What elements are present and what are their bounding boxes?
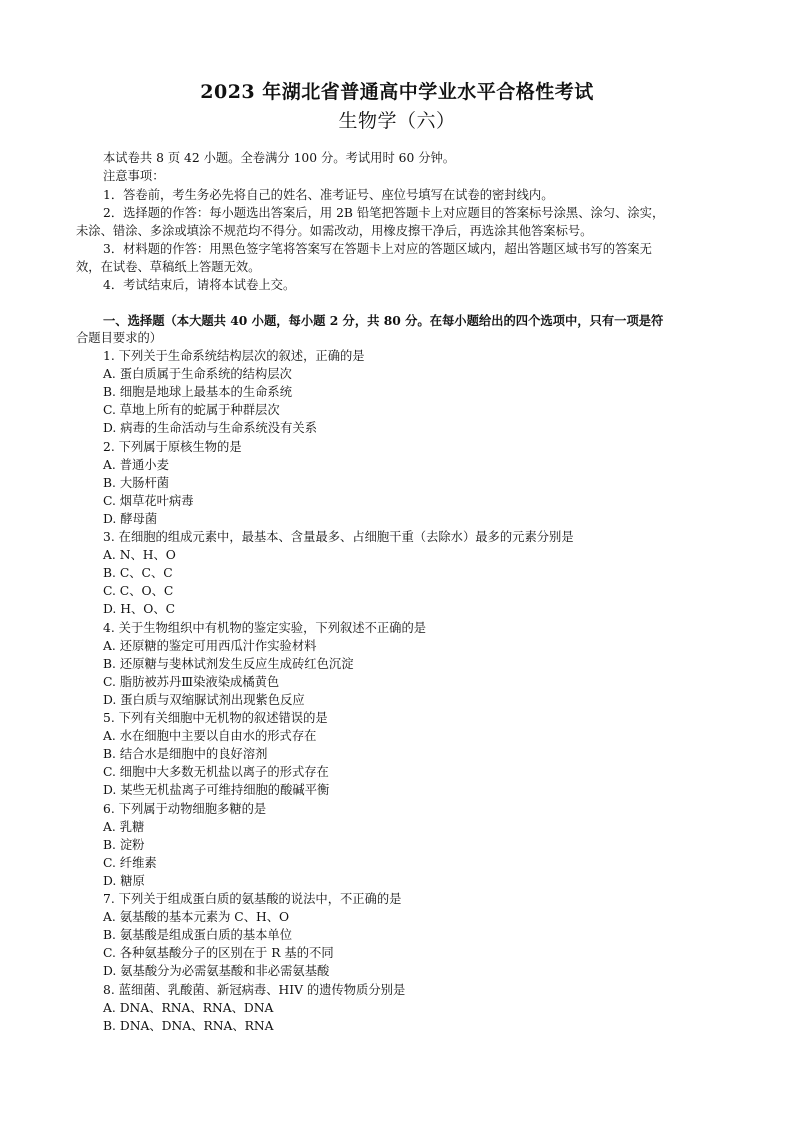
section-heading: 一、选择题（本大题共 40 小题，每小题 2 分，共 80 分。在每小题给出的四个选项中，只有一项是符 [103,313,664,328]
note-2a: 2．选择题的作答：每小题选出答案后，用 2B 铅笔把答题卡上对应题目的答案标号涂黑、涂匀、涂实， [103,206,665,220]
answer-option: C. 脂肪被苏丹Ⅲ染液染成橘黄色 [103,674,280,689]
question-stem: 7. 下列关于组成蛋白质的氨基酸的说法中，不正确的是 [103,892,402,906]
answer-option: D. 蛋白质与双缩脲试剂出现紫色反应 [103,692,305,707]
answer-option: D. 酵母菌 [103,511,158,526]
answer-option: A. 乳糖 [103,819,145,834]
answer-option: C. 烟草花叶病毒 [103,493,194,508]
answer-option: B. 大肠杆菌 [103,475,170,490]
answer-option: B. C、C、C [103,566,173,581]
answer-option: B. 还原糖与斐林试剂发生反应生成砖红色沉淀 [103,656,354,671]
note-3a: 3．材料题的作答：用黑色签字笔将答案写在答题卡上对应的答题区域内，超出答题区域书写的答案无 [103,242,652,256]
answer-option: A. 水在细胞中主要以自由水的形式存在 [103,729,317,744]
answer-option: A. 还原糖的鉴定可用西瓜汁作实验材料 [103,638,317,653]
exam-subtitle: 生物学（六） [338,110,456,132]
answer-option: A. 普通小麦 [103,457,169,472]
answer-option: B. 细胞是地球上最基本的生命系统 [103,385,293,400]
answer-option: D. 糖原 [103,873,145,888]
exam-title: 2023 年湖北省普通高中学业水平合格性考试 [200,81,594,103]
answer-option: B. DNA、DNA、RNA、RNA [103,1018,274,1033]
question-stem: 3. 在细胞的组成元素中，最基本、含量最多、占细胞干重（去除水）最多的元素分别是 [103,530,574,544]
answer-option: D. 氨基酸分为必需氨基酸和非必需氨基酸 [103,964,330,979]
answer-option: A. DNA、RNA、RNA、DNA [103,1000,274,1015]
question-stem: 8. 蓝细菌、乳酸菌、新冠病毒、HIV 的遗传物质分别是 [103,982,406,997]
section-heading-cont: 合题目要求的） [76,331,163,345]
note-4: 4．考试结束后，请将本试卷上交。 [103,278,296,292]
question-stem: 2. 下列属于原核生物的是 [103,439,242,454]
answer-option: C. C、O、C [103,584,174,599]
answer-option: A. 蛋白质属于生命系统的结构层次 [103,367,292,382]
answer-option: D. H、O、C [103,602,176,617]
note-3b: 效，在试卷、草稿纸上答题无效。 [76,260,261,274]
question-stem: 5. 下列有关细胞中无机物的叙述错误的是 [103,711,328,725]
answer-option: D. 某些无机盐离子可维持细胞的酸碱平衡 [103,783,330,798]
answer-option: C. 细胞中大多数无机盐以离子的形式存在 [103,765,329,780]
question-stem: 4. 关于生物组织中有机物的鉴定实验，下列叙述不正确的是 [103,620,427,635]
notes-heading: 注意事项： [103,169,165,183]
answer-option: C. 各种氨基酸分子的区别在于 R 基的不同 [103,946,334,961]
question-stem: 1. 下列关于生命系统结构层次的叙述，正确的是 [103,349,365,363]
answer-option: B. 结合水是细胞中的良好溶剂 [103,747,268,762]
answer-option: A. N、H、O [103,548,176,563]
answer-option: C. 纤维素 [103,855,157,870]
answer-option: A. 氨基酸的基本元素为 C、H、O [103,910,290,925]
answer-option: B. 氨基酸是组成蛋白质的基本单位 [103,928,293,943]
exam-summary: 本试卷共 8 页 42 小题。全卷满分 100 分。考试用时 60 分钟。 [103,151,456,165]
note-1: 1．答卷前，考生务必先将自己的姓名、准考证号、座位号填写在试卷的密封线内。 [103,188,554,202]
answer-option: D. 病毒的生命活动与生命系统没有关系 [103,421,317,436]
answer-option: C. 草地上所有的蛇属于种群层次 [103,403,280,418]
question-stem: 6. 下列属于动物细胞多糖的是 [103,801,267,816]
answer-option: B. 淀粉 [103,837,145,852]
note-2b: 未涂、错涂、多涂或填涂不规范均不得分。如需改动，用橡皮擦干净后，再选涂其他答案标号。 [76,224,593,238]
